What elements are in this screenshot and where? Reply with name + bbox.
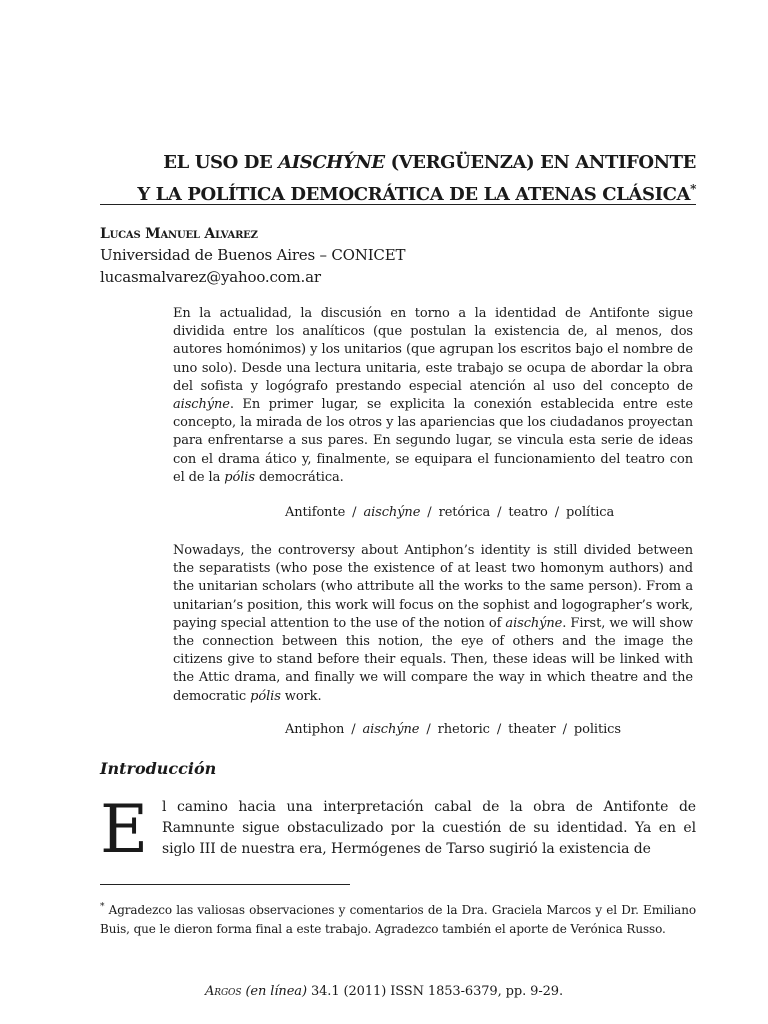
title-text: (VERGÜENZA) EN ANTIFONTE	[384, 152, 696, 173]
keyword: retórica	[438, 505, 491, 520]
keyword-separator: /	[427, 505, 432, 520]
page-footer	[0, 984, 768, 999]
article-title	[100, 150, 696, 208]
keyword-separator: /	[554, 505, 560, 520]
title-text: Y LA POLÍTICA DEMOCRÁTICA DE LA ATENAS CLÁSICA	[137, 184, 691, 205]
section-heading: Introducción	[100, 759, 217, 778]
intro-text: l camino hacia una interpretación cabal de la obra de Antifonte de Ramnunte sigue obstaculizado por la cuestión de su identidad. Ya en el siglo III de nuestra era, Hermógenes de Tarso sugirió la existencia de	[162, 799, 696, 857]
footnote-mark[interactable]: *	[690, 182, 696, 196]
intro-paragraph	[100, 791, 696, 868]
abstract-text: work.	[280, 688, 322, 704]
abstract-text: democrática.	[254, 469, 344, 485]
keyword: theater	[508, 722, 556, 737]
keyword: política	[566, 505, 615, 520]
footnote-marker: *	[100, 902, 105, 912]
abstract-text: . First, we will show the connection between this notion, the eye of others and the image the citizens give to stand before their equals. Then, these ideas will be linked with the Attic drama, and finally we will compare the way in which theatre and the democratic	[173, 615, 693, 704]
keyword: aischýne	[362, 722, 420, 737]
title-term: AISCHÝNE	[278, 152, 385, 173]
keywords-spanish	[285, 505, 614, 520]
keyword-separator: /	[351, 722, 356, 737]
keyword: aischýne	[363, 505, 421, 520]
keyword-separator: /	[496, 722, 502, 737]
title-text: EL USO DE	[163, 152, 279, 173]
title-line-1	[100, 150, 696, 176]
author-email[interactable]: lucasmalvarez@yahoo.com.ar	[100, 268, 321, 286]
abstract-text: . En primer lugar, se explicita la conexión establecida entre este concepto, la mirada de los otros y las apariencias que los ciudadanos proyectan para enfrentarse a sus pares. En segundo lugar, se vincula esta serie de ideas con el drama ático y, finalmente, se equipara el funcionamiento del teatro con el de la	[173, 397, 693, 485]
drop-cap: E	[100, 791, 149, 868]
abstract-term: pólis	[224, 469, 255, 485]
journal-citation: 34.1 (2011) ISSN 1853-6379, pp. 9-29.	[306, 984, 563, 999]
journal-name: Argos	[205, 984, 242, 999]
abstract-text: En la actualidad, la discusión en torno a la identidad de Antifonte sigue dividida entre los analíticos (que postulan la existencia de, al menos, dos autores homónimos) y los unitarios (que agrupan los escritos bajo el nombre de uno solo). Desde una lectura unitaria, este trabajo se ocupa de abordar la obra del sofista y logógrafo prestando especial atención al uso del concepto de	[173, 306, 693, 394]
keyword-separator: /	[352, 505, 357, 520]
title-divider	[100, 204, 696, 205]
keyword-separator: /	[426, 722, 431, 737]
footnote	[100, 898, 696, 939]
keyword: Antiphon	[285, 722, 345, 737]
keyword: teatro	[508, 505, 548, 520]
journal-subtitle: (en línea)	[241, 984, 307, 999]
keyword-separator: /	[562, 722, 567, 737]
keyword-separator: /	[497, 505, 502, 520]
author-affiliation: Universidad de Buenos Aires – CONICET	[100, 246, 406, 264]
abstract-term: aischýne	[173, 397, 230, 413]
footnote-divider	[100, 884, 350, 885]
abstract-text: Nowadays, the controversy about Antiphon’s identity is still divided between the separatists (who pose the existence of at least two homonym authors) and the unitarian scholars (who attribute all the works to the same person). From a unitarian’s position, this work will focus on the sophist and logographer’s work, paying special attention to the use of the notion of	[173, 543, 693, 631]
keyword: Antifonte	[285, 505, 346, 520]
abstract-spanish	[173, 305, 693, 487]
keywords-english	[285, 722, 621, 737]
abstract-term: aischýne	[505, 615, 563, 631]
keyword: politics	[573, 722, 621, 737]
abstract-term: pólis	[250, 688, 281, 704]
footnote-text: Agradezco las valiosas observaciones y comentarios de la Dra. Graciela Marcos y el Dr. Emiliano Buis, que le dieron forma final a este trabajo. Agradezco también el aporte de Verónica Russo.	[100, 903, 696, 936]
author-name: Lucas Manuel Alvarez	[100, 226, 258, 242]
keyword: rhetoric	[437, 722, 490, 737]
abstract-english	[173, 542, 693, 706]
